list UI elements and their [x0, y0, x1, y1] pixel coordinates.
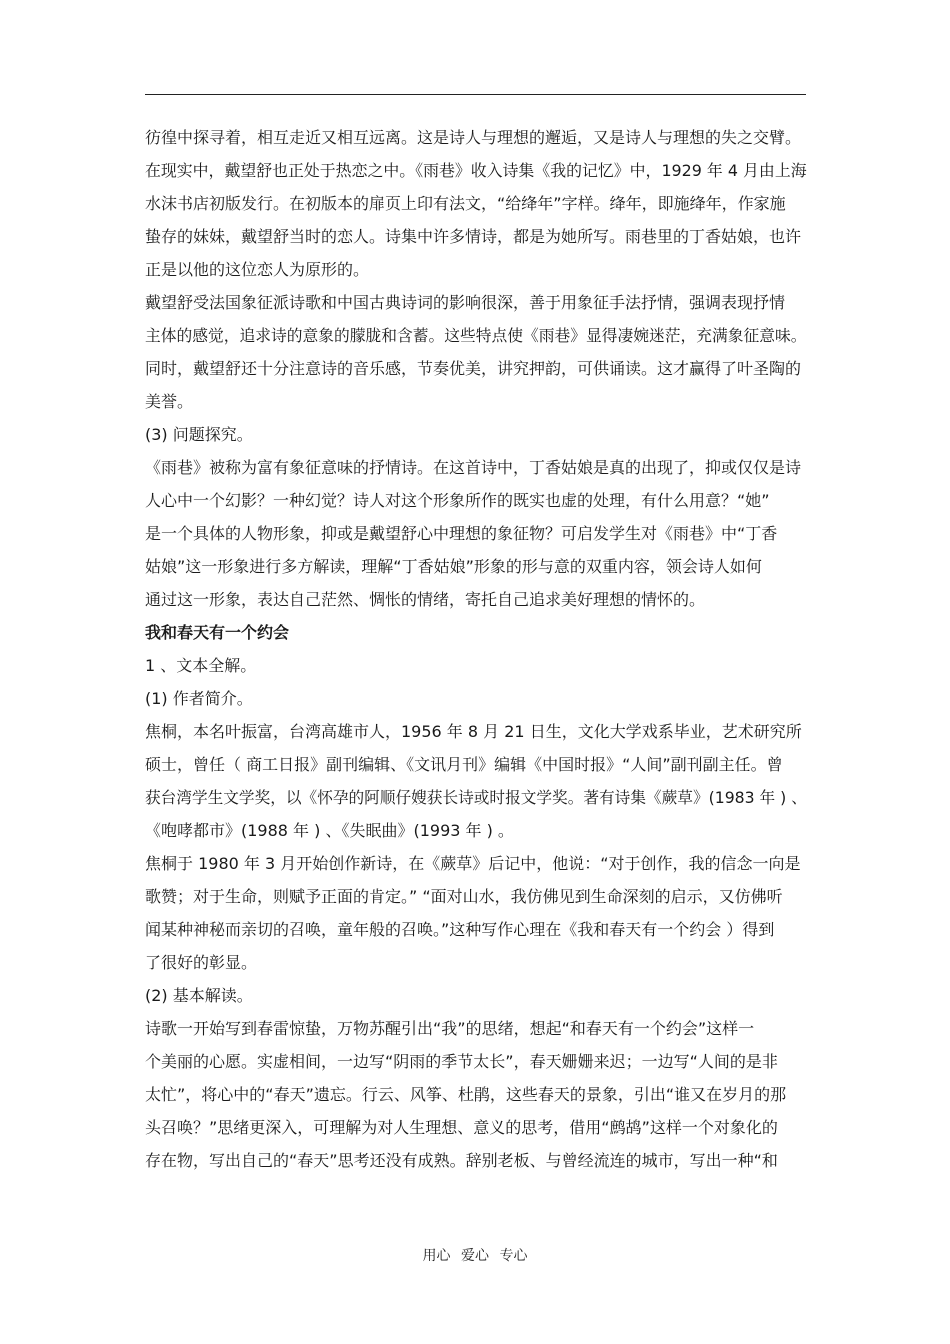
text-line: 焦桐于 1980 年 3 月开始创作新诗，在《蕨草》后记中，他说：“对于创作，我的信念一向是	[145, 854, 801, 873]
text-line: 《咆哮都市》(1988 年 ) 、《失眠曲》(1993 年 ) 。	[145, 821, 514, 840]
page-footer: 用心 爱心 专心	[422, 1248, 528, 1264]
text-line: 彷徨中探寻着，相互走近又相互远离。这是诗人与理想的邂逅，又是诗人与理想的失之交臂。	[145, 128, 802, 147]
section-heading: (2) 基本解读。	[145, 986, 253, 1005]
header-rule	[145, 94, 806, 95]
text-line: 蛰存的妹妹，戴望舒当时的恋人。诗集中许多情诗，都是为她所写。雨巷里的丁香姑娘，也许	[145, 227, 802, 246]
section-heading: (1) 作者简介。	[145, 689, 253, 708]
text-line: 正是以他的这位恋人为原形的。	[145, 260, 370, 279]
text-line: 美誉。	[145, 392, 194, 411]
text-line: 个美丽的心愿。实虚相间，一边写“阴雨的季节太长”，春天姗姗来迟；一边写“人间的是非	[145, 1052, 778, 1071]
text-line: 主体的感觉，追求诗的意象的朦胧和含蓄。这些特点使《雨巷》显得凄婉迷茫，充满象征意味。	[145, 326, 807, 345]
section-heading: (3) 问题探究。	[145, 425, 253, 444]
text-line: 人心中一个幻影？一种幻觉？诗人对这个形象所作的既实也虚的处理，有什么用意？“她”	[145, 491, 770, 510]
text-line: 头召唤？”思绪更深入，可理解为对人生理想、意义的思考，借用“鹧鸪”这样一个对象化的	[145, 1118, 778, 1137]
text-line: 太忙”，将心中的“春天”遗忘。行云、风筝、杜鹃，这些春天的景象，引出“谁又在岁月的那	[145, 1085, 787, 1104]
poem-title-heading: 我和春天有一个约会	[145, 623, 290, 642]
text-line: 硕士，曾任（ 商工日报》副刊编辑、《文讯月刊》编辑《中国时报》“人间”副刊副主任。曾	[145, 755, 783, 774]
section-heading: 1 、文本全解。	[145, 656, 257, 675]
text-line: 闻某种神秘而亲切的召唤，童年般的召唤。”这种写作心理在《我和春天有一个约会 ）得到	[145, 920, 775, 939]
text-line: 焦桐，本名叶振富，台湾高雄市人，1956 年 8 月 21 日生，文化大学戏系毕业，艺术研究所	[145, 722, 802, 741]
text-line: 歌赞；对于生命，则赋予正面的肯定。” “面对山水，我仿佛见到生命深刻的启示，又仿佛听	[145, 887, 783, 906]
text-line: 同时，戴望舒还十分注意诗的音乐感，节奏优美，讲究押韵，可供诵读。这才赢得了叶圣陶的	[145, 359, 802, 378]
text-line: 姑娘”这一形象进行多方解读，理解“丁香姑娘”形象的形与意的双重内容，领会诗人如何	[145, 557, 762, 576]
text-line: 诗歌一开始写到春雷惊蛰，万物苏醒引出“我”的思绪，想起“和春天有一个约会”这样一	[145, 1019, 755, 1038]
text-line: 《雨巷》被称为富有象征意味的抒情诗。在这首诗中，丁香姑娘是真的出现了，抑或仅仅是诗	[145, 458, 802, 477]
text-line: 存在物，写出自己的“春天”思考还没有成熟。辞别老板、与曾经流连的城市，写出一种“和	[145, 1151, 778, 1170]
text-line: 了很好的彰显。	[145, 953, 258, 972]
text-line: 是一个具体的人物形象，抑或是戴望舒心中理想的象征物？可启发学生对《雨巷》中“丁香	[145, 524, 778, 543]
text-line: 戴望舒受法国象征派诗歌和中国古典诗词的影响很深，善于用象征手法抒情，强调表现抒情	[145, 293, 786, 312]
text-line: 在现实中，戴望舒也正处于热恋之中。《雨巷》收入诗集《我的记忆》中，1929 年 4 月由上海	[145, 161, 807, 180]
text-line: 水沫书店初版发行。在初版本的扉页上印有法文，“给绛年”字样。绛年，即施绛年，作家施	[145, 194, 786, 213]
document-body	[145, 121, 807, 1177]
text-line: 获台湾学生文学奖，以《怀孕的阿顺仔嫂获长诗或时报文学奖。著有诗集《蕨草》(1983 年 ) 、	[145, 788, 807, 807]
text-line: 通过这一形象，表达自己茫然、惆怅的情绪，寄托自己追求美好理想的情怀的。	[145, 590, 706, 609]
